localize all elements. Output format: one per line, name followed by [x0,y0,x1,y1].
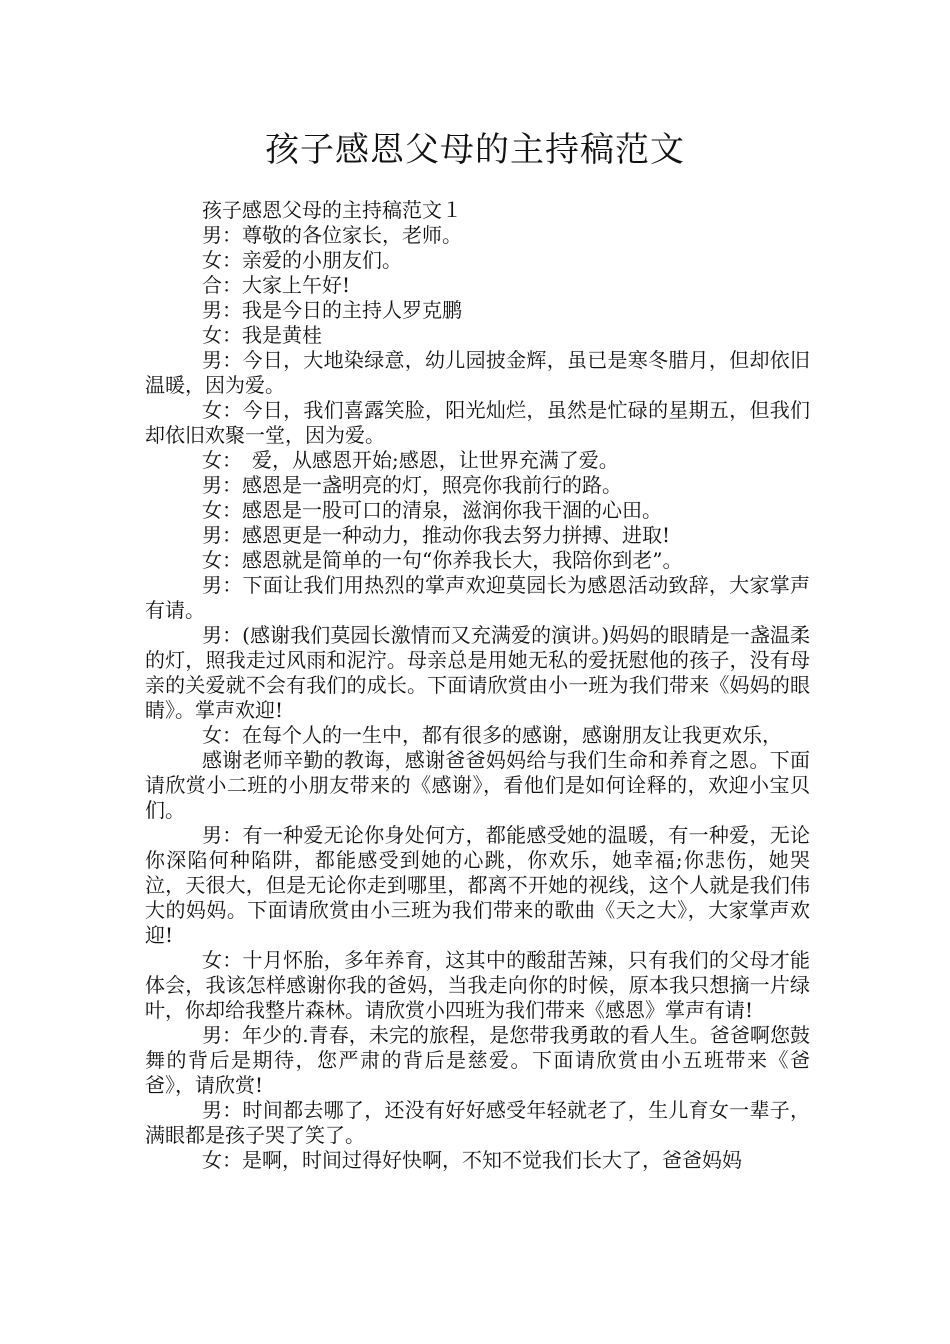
paragraph: 男：我是今日的主持人罗克鹏 [202,298,462,322]
paragraph: 女：是啊，时间过得好快啊，不知不觉我们长大了，爸爸妈妈 [202,1148,742,1172]
paragraph: 女：亲爱的小朋友们。 [202,248,402,272]
paragraph: 女：十月怀胎，多年养育，这其中的酸甜苦辣，只有我们的父母才能体会，我该怎样感谢你我的爸妈，当我走向你的时候，原本我只想摘一片绿叶，你却给我整片森林。请欣赏小四班为我们带来《感恩》掌声有请! [145,948,810,1022]
paragraph-heading: 孩子感恩父母的主持稿范文１ [202,198,462,222]
paragraph: 合：大家上午好! [202,273,351,297]
paragraph: 男：有一种爱无论你身处何方，都能感受她的温暖，有一种爱，无论你深陷何种陷阱，都能感受到她的心跳，你欢乐，她幸福;你悲伤，她哭泣，天很大，但是无论你走到哪里，都离不开她的视线，这个人就是我们伟大的妈妈。下面请欣赏由小三班为我们带来的歌曲《天之大》，大家掌声欢迎! [145,823,810,947]
paragraph: 女：在每个人的一生中，都有很多的感谢，感谢朋友让我更欢乐， [202,723,782,747]
paragraph: 女： 爱，从感恩开始;感恩，让世界充满了爱。 [202,448,619,472]
paragraph: 男：今日，大地染绿意，幼儿园披金辉，虽已是寒冬腊月，但却依旧温暖，因为爱。 [145,348,810,397]
document-body [145,198,810,1173]
paragraph: 男：下面让我们用热烈的掌声欢迎莫园长为感恩活动致辞，大家掌声有请。 [145,573,810,622]
paragraph: 男：感恩是一盏明亮的灯，照亮你我前行的路。 [202,473,622,497]
paragraph: 男：时间都去哪了，还没有好好感受年轻就老了，生儿育女一辈子，满眼都是孩子哭了笑了。 [145,1098,810,1147]
paragraph: 女：我是黄桂 [202,323,322,347]
paragraph: 女：今日，我们喜露笑脸，阳光灿烂，虽然是忙碌的星期五，但我们却依旧欢聚一堂，因为爱。 [145,398,810,447]
paragraph: 男：年少的.青春，未完的旅程，是您带我勇敢的看人生。爸爸啊您鼓舞的背后是期待，您严肃的背后是慈爱。下面请欣赏由小五班带来《爸爸》，请欣赏! [145,1023,810,1097]
document-title: 孩子感恩父母的主持稿范文 [265,130,685,170]
paragraph: 女：感恩是一股可口的清泉，滋润你我干涸的心田。 [202,498,662,522]
paragraph: 男：尊敬的各位家长，老师。 [202,223,462,247]
paragraph: 感谢老师辛勤的教诲，感谢爸爸妈妈给与我们生命和养育之恩。下面请欣赏小二班的小朋友带来的《感谢》，看他们是如何诠释的，欢迎小宝贝们。 [145,748,810,822]
paragraph: 男：(感谢我们莫园长激情而又充满爱的演讲。)妈妈的眼睛是一盏温柔的灯，照我走过风雨和泥泞。母亲总是用她无私的爱抚慰他的孩子，没有母亲的关爱就不会有我们的成长。下面请欣赏由小一班为我们带来《妈妈的眼睛》。掌声欢迎! [145,623,810,722]
paragraph: 男：感恩更是一种动力，推动你我去努力拼搏、进取! [202,523,671,547]
paragraph: 女：感恩就是简单的一句“你养我长大，我陪你到老”。 [202,548,683,572]
